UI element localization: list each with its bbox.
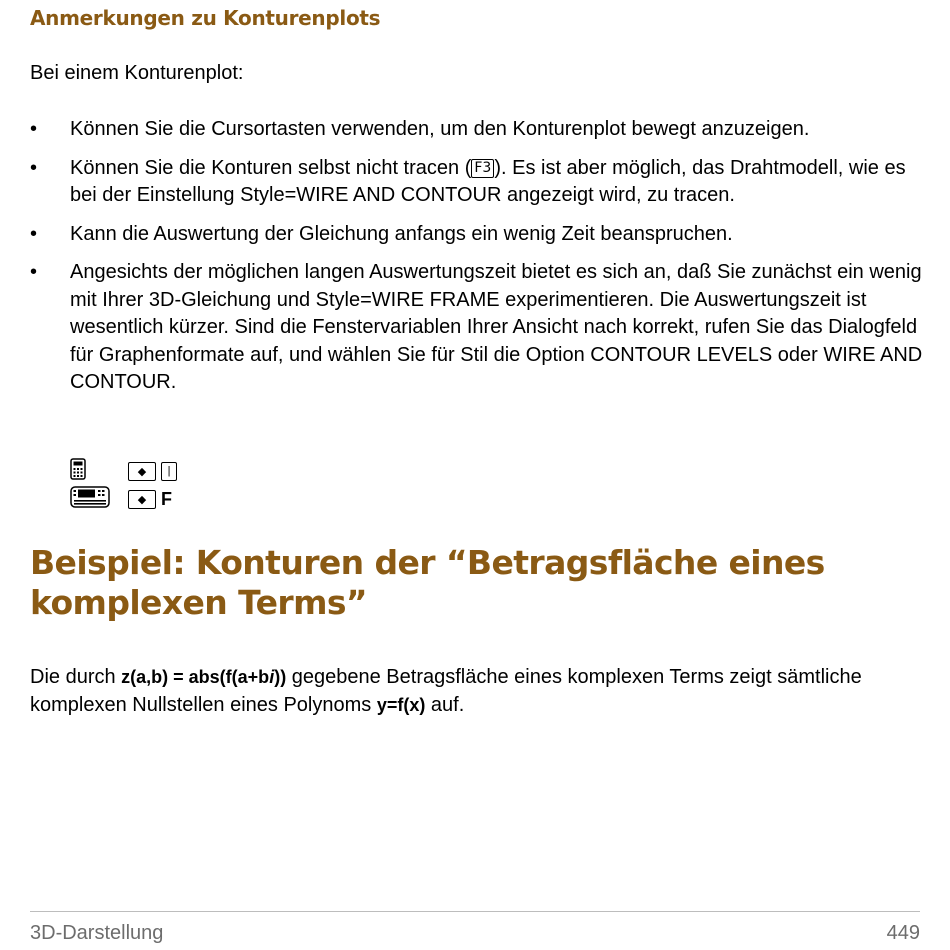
bullet-text-post: ). Es ist aber möglich, das Drahtmodell, wie es bei der Einstellung Style=WIRE AND CONTOUR angezeigt wird, zu tracen. <box>70 156 906 206</box>
page-number: 449 <box>886 922 920 944</box>
section-title: Anmerkungen zu Konturenplots <box>30 6 381 30</box>
bullet-marker: • <box>30 156 38 179</box>
handheld-calculator-icon <box>70 458 128 485</box>
example-paragraph <box>30 664 930 719</box>
bullet-text-pre: Können Sie die Konturen selbst nicht tracen ( <box>70 156 472 179</box>
para-text: gegebene Betragsfläche eines komplexen Terms zeigt sämtliche komplexen Nullstellen eines Polynoms <box>30 666 862 716</box>
keystroke-row-keyboard <box>70 485 182 513</box>
pipe-key-icon: | <box>161 462 177 481</box>
bullet-marker: • <box>30 118 38 140</box>
intro-text: Bei einem Konturenplot: <box>30 62 244 84</box>
bullet-text: Können Sie die Cursortasten verwenden, um den Konturenplot bewegt anzuzeigen. <box>70 118 810 140</box>
bullet-item <box>30 259 925 397</box>
footer-chapter: 3D-Darstellung <box>30 922 164 944</box>
f-key-label: F <box>161 488 172 509</box>
bullet-text: Kann die Auswertung der Gleichung anfangs ein wenig Zeit beanspruchen. <box>70 222 733 245</box>
keyboard-calculator-icon <box>70 486 128 513</box>
diamond-key-icon: ◆ <box>128 462 156 481</box>
bullet-item <box>30 155 925 210</box>
keystroke-row-handheld <box>70 457 182 485</box>
bullet-marker: • <box>30 222 38 245</box>
keystroke-block <box>70 457 182 513</box>
para-text: Die durch <box>30 666 122 688</box>
para-text: auf. <box>425 693 465 716</box>
formula-part: )) <box>274 667 287 687</box>
bullet-text: Angesichts der möglichen langen Auswertungszeit bietet es sich an, daß Sie zunächst ein wenig mit Ihrer 3D-Gleichung und Style=WIRE FRAME experimentieren. Die Auswertungszeit ist wesentlich kürzer. Sind die Fenstervariablen Ihrer Ansicht nach korrekt, rufen Sie das Dialogfeld für Graphenformate auf, und wählen Sie für Stil die Option CONTOUR LEVELS oder WIRE AND CONTOUR. <box>70 261 923 393</box>
footer-divider <box>30 911 920 912</box>
bullet-list <box>30 116 925 408</box>
formula-polynomial: y=f(x) <box>376 694 426 715</box>
formula-surface <box>121 667 286 687</box>
bullet-marker: • <box>30 261 38 283</box>
bullet-item <box>30 221 925 249</box>
f3-key-icon: F3 <box>471 159 494 178</box>
bullet-item <box>30 116 925 144</box>
formula-part: z(a,b) = abs(f(a+b <box>121 667 270 687</box>
diamond-key-icon: ◆ <box>128 490 156 509</box>
formula-imag-unit: i <box>269 667 275 687</box>
example-title: Beispiel: Konturen der “Betragsfläche eines komplexen Terms” <box>30 543 825 622</box>
